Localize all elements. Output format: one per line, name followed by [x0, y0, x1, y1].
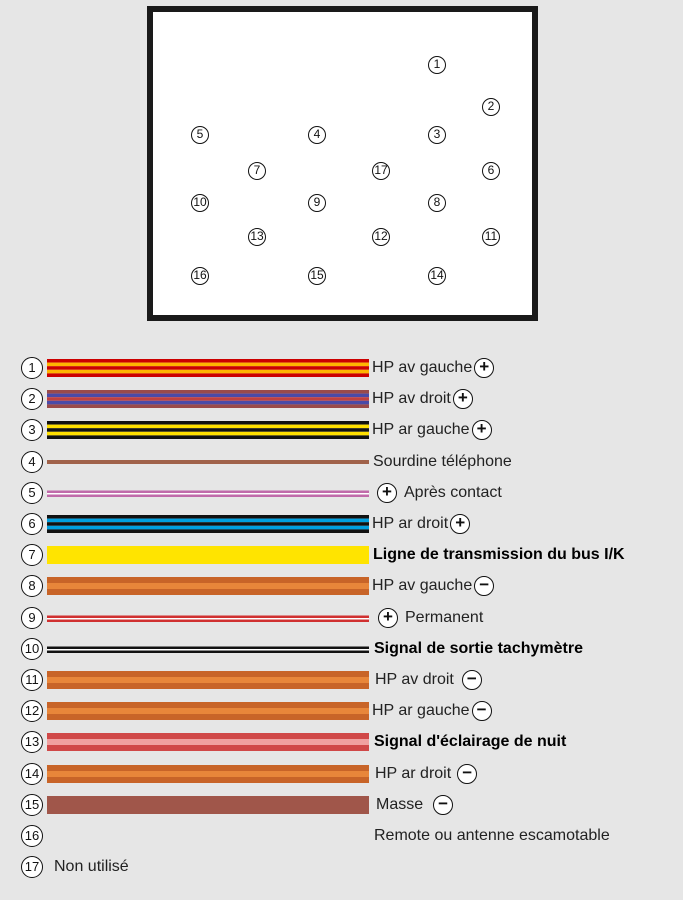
wire-stripe — [47, 671, 369, 677]
plus-terminal-icon: + — [450, 514, 470, 534]
plus-terminal-icon: + — [453, 389, 473, 409]
wire-row-3 — [0, 417, 683, 443]
pin-number-badge: 13 — [21, 731, 43, 753]
wire-row-14 — [0, 761, 683, 787]
wire-stripe — [47, 490, 369, 493]
wire-stripe — [47, 370, 369, 374]
minus-terminal-icon: − — [433, 795, 453, 815]
wire-function-label: Sourdine téléphone — [373, 452, 512, 470]
wire-function-label: Permanent — [405, 608, 484, 626]
wire-stripe — [47, 363, 369, 367]
connector-pin-10: 10 — [191, 194, 209, 212]
wire-stripe — [47, 522, 369, 526]
connector-diagram — [147, 6, 538, 321]
wire-stripe — [47, 515, 369, 519]
wire-swatch — [47, 576, 369, 596]
wire-function-label: Masse — [376, 795, 424, 813]
wire-row-7 — [0, 542, 683, 568]
wire-stripe — [47, 615, 369, 618]
wire-stripe — [47, 519, 369, 523]
wire-stripe — [47, 493, 369, 495]
plus-terminal-icon: + — [378, 608, 398, 628]
wire-row-11 — [0, 667, 683, 693]
wire-stripe — [47, 529, 369, 533]
connector-pin-6: 6 — [482, 162, 500, 180]
wire-stripe — [47, 796, 369, 814]
wire-stripe — [47, 619, 369, 622]
plus-terminal-icon: + — [377, 483, 397, 503]
connector-pin-4: 4 — [308, 126, 326, 144]
connector-pin-15: 15 — [308, 267, 326, 285]
wire-row-1 — [0, 355, 683, 381]
wire-stripe — [47, 589, 369, 595]
pin-number-badge: 12 — [21, 700, 43, 722]
connector-pin-9: 9 — [308, 194, 326, 212]
minus-terminal-icon: − — [462, 670, 482, 690]
wire-stripe — [47, 702, 369, 708]
wire-row-6 — [0, 511, 683, 537]
minus-terminal-icon: − — [457, 764, 477, 784]
wire-swatch — [47, 389, 369, 409]
wire-swatch — [47, 452, 369, 472]
wire-swatch — [47, 545, 369, 565]
wire-stripe — [47, 460, 369, 464]
wire-swatch — [47, 358, 369, 378]
wire-stripe — [47, 390, 369, 394]
connector-pin-14: 14 — [428, 267, 446, 285]
wire-function-label: Signal de sortie tachymètre — [374, 639, 583, 657]
wire-row-5 — [0, 480, 683, 506]
wire-function-label: Remote ou antenne escamotable — [374, 827, 610, 844]
wire-function-label: Après contact — [404, 483, 502, 501]
connector-pin-2: 2 — [482, 98, 500, 116]
wire-swatch — [47, 795, 369, 815]
plus-terminal-icon: + — [474, 358, 494, 378]
minus-terminal-icon: − — [474, 576, 494, 596]
wire-stripe — [47, 714, 369, 720]
wire-stripe — [47, 366, 369, 370]
wire-row-12 — [0, 698, 683, 724]
wire-row-4 — [0, 449, 683, 475]
wire-stripe — [47, 765, 369, 771]
pin-number-badge: 11 — [21, 669, 43, 691]
plus-terminal-icon: + — [472, 420, 492, 440]
wire-stripe — [47, 650, 369, 653]
wire-function-label: HP ar droit — [372, 515, 449, 532]
minus-terminal-icon: − — [472, 701, 492, 721]
wire-stripe — [47, 394, 369, 398]
pin-number-badge: 10 — [21, 638, 43, 660]
wire-stripe — [47, 425, 369, 429]
wire-swatch — [47, 420, 369, 440]
connector-pin-16: 16 — [191, 267, 209, 285]
wire-function-label: HP ar gauche — [372, 702, 470, 720]
connector-pin-12: 12 — [372, 228, 390, 246]
pin-number-badge: 9 — [21, 607, 43, 629]
wire-stripe — [47, 777, 369, 783]
connector-pin-7: 7 — [248, 162, 266, 180]
wire-row-15 — [0, 792, 683, 818]
wire-stripe — [47, 745, 369, 751]
wire-row-2 — [0, 386, 683, 412]
wire-stripe — [47, 733, 369, 739]
wire-swatch — [47, 732, 369, 752]
wire-stripe — [47, 421, 369, 425]
wire-stripe — [47, 771, 369, 777]
pin-number-badge: 15 — [21, 794, 43, 816]
connector-pin-5: 5 — [191, 126, 209, 144]
wire-stripe — [47, 546, 369, 564]
wire-swatch — [47, 701, 369, 721]
wire-stripe — [47, 359, 369, 363]
pin-number-badge: 1 — [21, 357, 43, 379]
wire-function-label: HP av droit — [372, 390, 451, 408]
wire-stripe — [47, 429, 369, 433]
wire-stripe — [47, 577, 369, 583]
wire-stripe — [47, 739, 369, 745]
pin-number-badge: 4 — [21, 451, 43, 473]
pin-number-badge: 2 — [21, 388, 43, 410]
wire-row-9 — [0, 605, 683, 631]
wire-function-label: Ligne de transmission du bus I/K — [373, 546, 625, 564]
wire-swatch — [47, 670, 369, 690]
connector-pin-8: 8 — [428, 194, 446, 212]
wire-swatch — [47, 514, 369, 534]
pin-number-badge: 6 — [21, 513, 43, 535]
wire-stripe — [47, 646, 369, 649]
wire-stripe — [47, 526, 369, 530]
pin-number-badge: 8 — [21, 575, 43, 597]
wire-function-label: HP av gauche — [372, 577, 473, 595]
wire-row-10 — [0, 636, 683, 662]
wire-stripe — [47, 436, 369, 440]
wire-stripe — [47, 494, 369, 497]
wire-row-13 — [0, 729, 683, 755]
wire-stripe — [47, 405, 369, 409]
pin-number-badge: 3 — [21, 419, 43, 441]
pin-number-badge: 17 — [21, 856, 43, 878]
connector-pin-1: 1 — [428, 56, 446, 74]
wire-swatch — [47, 483, 369, 503]
wire-function-label: Non utilisé — [54, 858, 129, 876]
connector-pin-3: 3 — [428, 126, 446, 144]
wire-stripe — [47, 401, 369, 405]
wire-row-16 — [0, 823, 683, 849]
wire-stripe — [47, 373, 369, 377]
wire-stripe — [47, 649, 369, 651]
wire-function-label: HP ar gauche — [372, 421, 470, 439]
wire-row-17 — [0, 854, 683, 880]
wire-stripe — [47, 432, 369, 436]
connector-pin-11: 11 — [482, 228, 500, 246]
wire-swatch — [47, 639, 369, 659]
wire-stripe — [47, 618, 369, 620]
wire-stripe — [47, 708, 369, 714]
connector-pin-13: 13 — [248, 228, 266, 246]
wire-function-label: HP av droit — [375, 671, 454, 688]
wire-function-label: HP ar droit — [375, 764, 452, 782]
pin-number-badge: 16 — [21, 825, 43, 847]
connector-pin-17: 17 — [372, 162, 390, 180]
wire-swatch — [47, 764, 369, 784]
wire-swatch — [47, 608, 369, 628]
wire-function-label: HP av gauche — [372, 359, 473, 376]
pin-number-badge: 7 — [21, 544, 43, 566]
wire-stripe — [47, 397, 369, 401]
wire-function-label: Signal d'éclairage de nuit — [374, 733, 567, 751]
wire-stripe — [47, 683, 369, 689]
pin-number-badge: 5 — [21, 482, 43, 504]
wire-row-8 — [0, 573, 683, 599]
wire-stripe — [47, 583, 369, 589]
pin-number-badge: 14 — [21, 763, 43, 785]
wire-stripe — [47, 677, 369, 683]
